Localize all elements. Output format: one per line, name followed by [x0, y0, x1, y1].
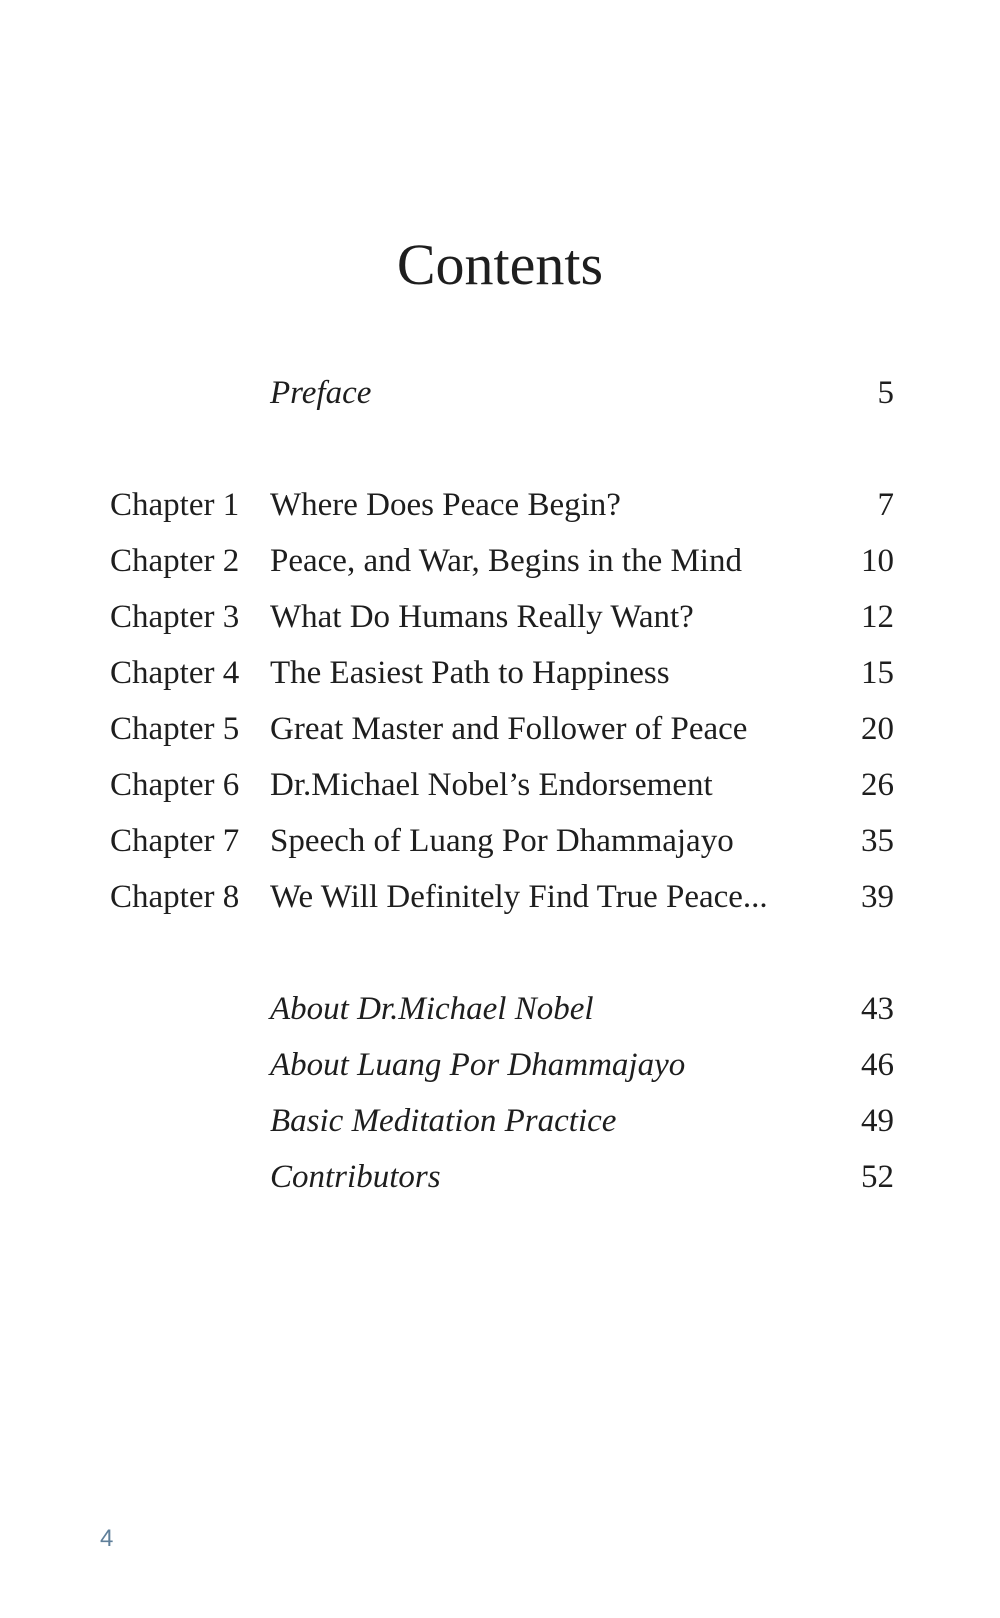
- toc-page-number: 5: [877, 375, 894, 411]
- toc-entry-title: Speech of Luang Por Dhammajayo: [270, 823, 734, 859]
- toc-entry-chapter-6: [0, 765, 1000, 805]
- toc-entry-chapter-5: [0, 709, 1000, 749]
- toc-page-number: 20: [861, 711, 894, 747]
- toc-entry-chapter-2: [0, 541, 1000, 581]
- toc-entry-chapter-1: [0, 485, 1000, 525]
- toc-entry-title: Where Does Peace Begin?: [270, 487, 621, 523]
- toc-entry-chapter-8: [0, 877, 1000, 917]
- toc-page-number: 43: [861, 991, 894, 1027]
- toc-entry-basic-meditation: [0, 1101, 1000, 1141]
- toc-page-number: 12: [861, 599, 894, 635]
- toc-entry-title: Dr.Michael Nobel’s Endorsement: [270, 767, 713, 803]
- toc-entry-title: What Do Humans Really Want?: [270, 599, 694, 635]
- toc-page-number: 15: [861, 655, 894, 691]
- toc-entry-title: Peace, and War, Begins in the Mind: [270, 543, 742, 579]
- toc-entry-chapter-3: [0, 597, 1000, 637]
- toc-entry-title: Great Master and Follower of Peace: [270, 711, 748, 747]
- toc-chapter-label: Chapter 3: [110, 599, 240, 635]
- toc-entry-chapter-4: [0, 653, 1000, 693]
- toc-chapter-label: Chapter 7: [110, 823, 240, 859]
- toc-page-number: 49: [861, 1103, 894, 1139]
- toc-entry-title: About Luang Por Dhammajayo: [270, 1047, 686, 1083]
- toc-page-number: 35: [861, 823, 894, 859]
- toc-page-number: 46: [861, 1047, 894, 1083]
- toc-entry-title: About Dr.Michael Nobel: [270, 991, 594, 1027]
- toc-page-number: 10: [861, 543, 894, 579]
- toc-chapter-label: Chapter 8: [110, 879, 240, 915]
- toc-page-number: 7: [877, 487, 894, 523]
- toc-page-number: 39: [861, 879, 894, 915]
- toc-entry-preface: [0, 373, 1000, 413]
- toc-chapter-label: Chapter 6: [110, 767, 240, 803]
- toc-entry-title: Basic Meditation Practice: [270, 1103, 617, 1139]
- toc-chapter-label: Chapter 1: [110, 487, 240, 523]
- toc-entry-title: Preface: [270, 375, 372, 411]
- page-title: Contents: [396, 232, 604, 297]
- toc-entry-title: Contributors: [270, 1159, 441, 1195]
- toc-page-number: 26: [861, 767, 894, 803]
- toc-chapter-label: Chapter 5: [110, 711, 240, 747]
- page-number-folio: 4: [100, 1525, 114, 1552]
- toc-page-number: 52: [861, 1159, 894, 1195]
- toc-entry-chapter-7: [0, 821, 1000, 861]
- toc-entry-title: The Easiest Path to Happiness: [270, 655, 670, 691]
- toc-entry-about-michael-nobel: [0, 989, 1000, 1029]
- toc-entry-title: We Will Definitely Find True Peace...: [270, 879, 768, 915]
- toc-chapter-label: Chapter 4: [110, 655, 240, 691]
- toc-entry-about-luang-por: [0, 1045, 1000, 1085]
- toc-entry-contributors: [0, 1157, 1000, 1197]
- toc-chapter-label: Chapter 2: [110, 543, 240, 579]
